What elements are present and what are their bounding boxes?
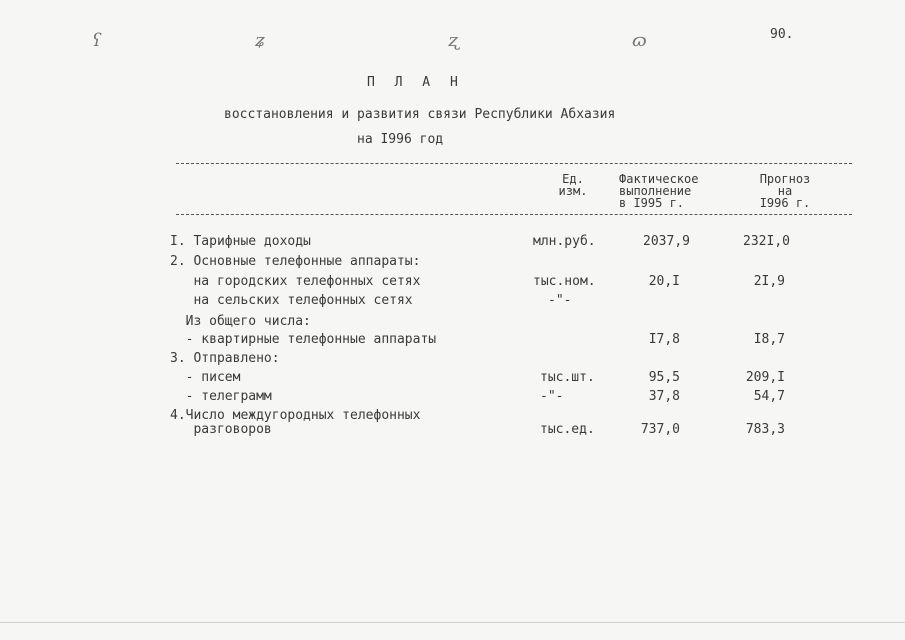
document-title: П Л А Н [367,75,464,90]
header-forecast-1: Прогноз [759,172,811,186]
table-top-rule [176,163,852,164]
margin-mark-3: ʐ [448,30,459,51]
row-fact: 737,0 [640,422,680,437]
row-forecast: 232I,0 [743,234,790,249]
margin-mark-4: ɷ [632,30,647,51]
row-label: на городских телефонных сетях [170,274,421,289]
row-forecast: 54,7 [753,389,785,404]
row-unit: -"- [548,293,572,308]
row-fact: I7,8 [648,332,680,347]
row-fact: 95,5 [648,370,680,385]
header-unit-1: Ед. [562,172,584,186]
row-forecast: I8,7 [753,332,785,347]
document-subtitle-2: на I996 год [357,132,444,147]
header-fact-1: Фактическое [619,172,699,186]
margin-mark-1: ʕ [92,30,102,51]
row-unit: -"- [540,389,564,404]
header-forecast-3: I996 г. [759,196,811,210]
row-fact: 20,I [648,274,680,289]
row-label: I. Тарифные доходы [170,234,311,249]
page-number: 90. [770,27,794,42]
table-header-rule [176,214,852,215]
header-unit-2: изм. [558,184,588,198]
row-label: на сельских телефонных сетях [170,293,413,308]
row-unit: млн.руб. [533,234,596,249]
row-label: - писем [170,370,241,385]
row-label: 4.Число междугородных телефонных [170,408,421,423]
header-forecast-2: на [777,184,793,198]
row-label: 3. Отправлено: [170,351,280,366]
row-unit: тыс.ед. [540,422,595,437]
row-label: - телеграмм [170,389,272,404]
row-forecast: 209,I [745,370,785,385]
row-fact: 37,8 [648,389,680,404]
row-label: Из общего числа: [170,314,311,329]
row-forecast: 783,3 [745,422,785,437]
margin-mark-2: ʑ [255,30,266,51]
document-subtitle-1: восстановления и развития связи Республики Абхазия [224,107,616,122]
header-fact-2: выполнение [619,184,692,198]
row-label: разговоров [170,422,272,437]
row-unit: тыс.шт. [540,370,595,385]
header-fact-3: в I995 г. [619,196,685,210]
row-fact: 2037,9 [643,234,690,249]
row-label: - квартирные телефонные аппараты [170,332,437,347]
row-forecast: 2I,9 [753,274,785,289]
row-unit: тыс.ном. [533,274,596,289]
row-label: 2. Основные телефонные аппараты: [170,254,421,269]
scan-bottom-edge [0,622,905,623]
